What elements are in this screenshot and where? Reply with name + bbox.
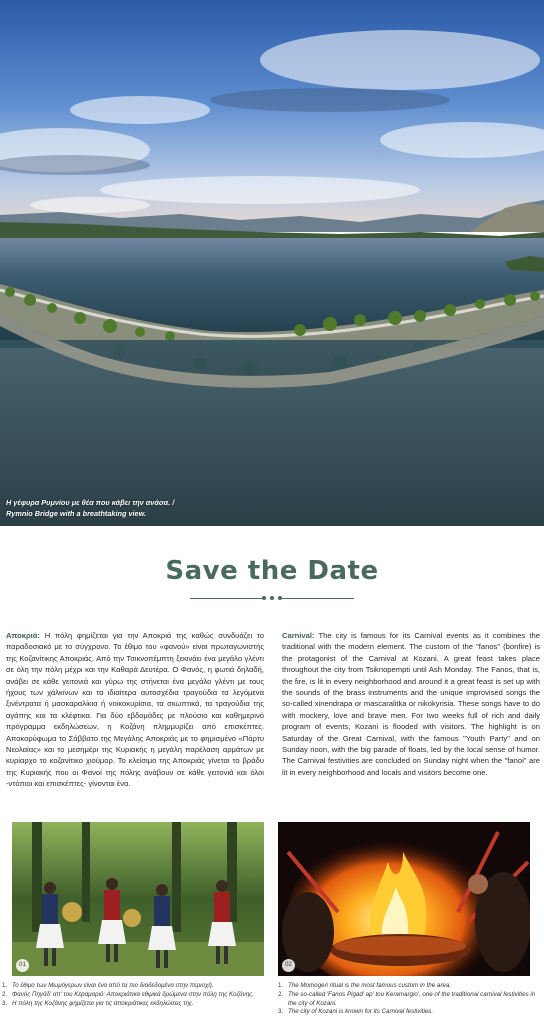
caption-item <box>2 991 266 1000</box>
caption-number: 1. <box>278 982 284 989</box>
hero-caption <box>6 497 174 519</box>
caption-text: Το έθιμο των Μωμόγερων είναι ένα από τα πιο διαδεδομένα στην περιοχή. <box>12 982 214 989</box>
divider-dot <box>262 596 266 600</box>
english-text-column <box>282 630 540 778</box>
momogeri-photo <box>12 822 264 976</box>
caption-item <box>278 991 538 1009</box>
divider-line-left <box>190 598 262 599</box>
photo-badge: 02 <box>282 959 295 972</box>
caption-number: 2. <box>278 990 284 998</box>
fanos-bonfire-image <box>278 822 530 976</box>
greek-captions <box>2 982 266 1008</box>
fanos-photo <box>278 822 530 976</box>
caption-number: 2. <box>2 990 8 998</box>
hero-caption-greek: Η γέφυρα Ρυμνίου με θέα που κάβει την ανάσα. / <box>6 498 175 507</box>
hero-caption-english: Rymnio Bridge with a breathtaking view. <box>6 509 147 518</box>
divider-dot <box>270 596 274 600</box>
caption-number: 3. <box>2 999 8 1007</box>
divider-line-right <box>282 598 354 599</box>
english-captions <box>278 982 538 1017</box>
section-title: Save the Date <box>165 556 379 586</box>
english-body: The city is famous for its Carnival events as it combines the traditional with the modern element. The custom of the "fanos" (bonfire) is the protagonist of the Carnival at Kozani. A great feast takes place throughout the city from Tsiknopempti until Ash Monday. The Fanos, that is, the fire, is lit in every neighborhood and around it a great feast is set up with the sounds of the brass instruments and the unique improvised songs the so-called xinendrapa or mascaralitka or nikokyrisia. These songs have to do with mockery, love and brave men. For two weeks full of rich and daily program of events, Kozani is flooded with visitors. The highlight is on Saturday of the Great Carnival, with the famous "Youth Party" and on Sunday noon, with the big parade of floats, led by the local sense of humor. The Carnival festivities are concluded on Sunday night when the "fanoi" are lit in every neighborhood and locals and visitors become one. <box>282 631 540 777</box>
caption-item <box>2 982 266 991</box>
caption-number: 3. <box>278 1008 284 1016</box>
caption-text: Φανός Πηγάδ' απ' του Κεραμαριό: Αποκριάτικα εθιμικά δρώμενα στην πόλη της Κοζάνης. <box>12 990 254 998</box>
english-lead: Carnival: <box>282 631 315 640</box>
caption-item <box>278 982 538 991</box>
caption-item <box>278 1008 538 1017</box>
caption-number: 1. <box>2 982 8 989</box>
greek-lead: Αποκριά: <box>6 631 40 640</box>
title-divider <box>190 594 354 602</box>
photo-badge: 01 <box>16 959 29 972</box>
caption-item <box>2 1000 266 1009</box>
caption-text: The Momogeri ritual is the most famous custom in the area. <box>288 982 452 989</box>
greek-text-column <box>6 630 264 790</box>
caption-text: The so-called 'Fanos Pigad' ap' tou Keramargio', one of the traditional carnival festivities in the city of Kozani. <box>288 990 536 1007</box>
caption-text: Η πόλη της Κοζάνης φημίζεται για τις αποκριάτικες εκδηλώσεις της. <box>12 999 194 1007</box>
caption-text: The city of Kozani is known for its Carnival festivities. <box>288 1008 434 1016</box>
momogeri-dancers-image <box>12 822 264 976</box>
greek-body: Η πόλη φημίζεται για την Αποκριά της καθώς συνδυάζει το παραδοσιακό με το σύγχρονο. Το έθιμο του «φανού» είναι πρωταγωνιστής της Κοζανίτικης Αποκριάς. Από την Τσικνοπέμπτη ξεκινάει ένα μεγάλο γλέντι σε όλη την πόλη μέχρι και την Καθαρά Δευτέρα. Ο Φανός, η φωτιά δηλαδή, ανάβει σε κάθε γειτονιά και γύρω της στήνεται ένα μεγάλο γλέντι με τους ήχους των χάλκινων και τα ιδιαίτερα αυτοσχέδια τραγούδια τα λεγόμενα ξινέντρατα ή μασκαραλίκια ή νοικοκυρίσια, τα σκωπτικά, τα τραγούδια της αγάπης και τα κλέφτικα. Για δύο εβδομάδες με πλούσιο και καθημερινό πρόγραμμα εκδηλώσεων, η Κοζάνη πλημμυρίζει από επισκέπτες. Αποκορύφωμα το Σάββατο της Μεγάλης Αποκριάς με το φημισμένο «Πάρτυ Νεολαίας» και το μεσημέρι της Κυριακής η μεγάλη παρέλαση αρμάτων με κυρίαρχο το κοζανίτικο χιούμορ. Το κλείσιμο της Αποκριάς γίνεται το βράδυ της Κυριακής που οι Φανοί της πόλης ανάβουν σε κάθε γειτονιά και όλοι -ντόπιοι και επισκέπτες- γίνονται ένα. <box>6 631 264 789</box>
